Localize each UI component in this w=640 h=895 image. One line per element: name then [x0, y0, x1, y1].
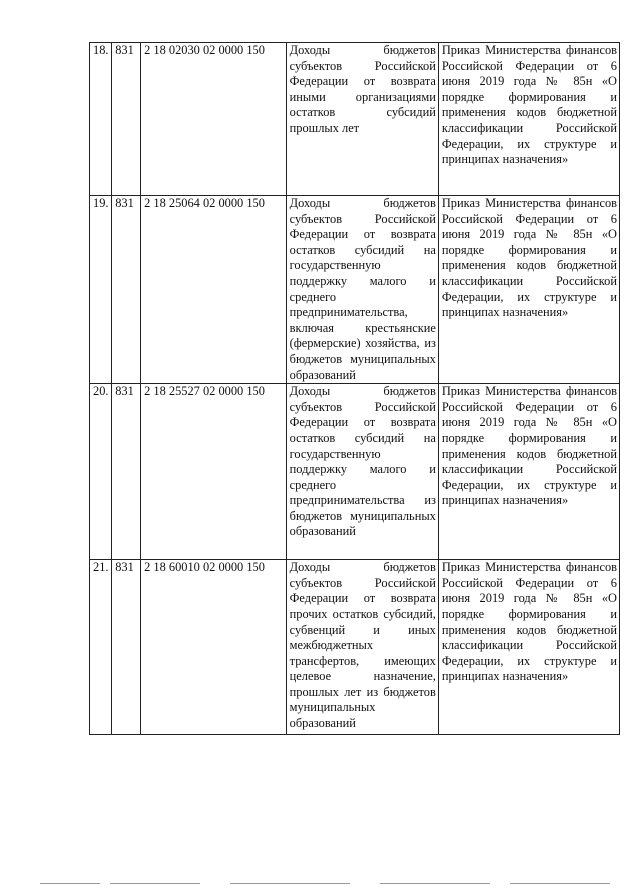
scan-mark [510, 883, 610, 884]
admin-code: 831 [112, 560, 141, 735]
admin-code: 831 [112, 196, 141, 384]
row-number: 20. [90, 384, 112, 560]
admin-code: 831 [112, 43, 141, 196]
revenue-name: Доходы бюджетов субъектов Российской Федерации от возврата остатков субсидий на государственную поддержку малого и среднего предпринимательства, включая крестьянские (фермерские) хозяйства, из бюджетов муниципальных образований [286, 196, 438, 384]
legal-act: Приказ Министерства финансов Российской Федерации от 6 июня 2019 года № 85н «О порядке формирования и применения кодов бюджетной классификации Российской Федерации, их структуре и принципах назначения» [438, 560, 619, 735]
table-row [90, 384, 620, 560]
kbk-code: 2 18 02030 02 0000 150 [141, 43, 287, 196]
row-number: 18. [90, 43, 112, 196]
legal-act: Приказ Министерства финансов Российской Федерации от 6 июня 2019 года № 85н «О порядке формирования и применения кодов бюджетной классификации Российской Федерации, их структуре и принципах назначения» [438, 196, 619, 384]
legal-act: Приказ Министерства финансов Российской Федерации от 6 июня 2019 года № 85н «О порядке формирования и применения кодов бюджетной классификации Российской Федерации, их структуре и принципах назначения» [438, 43, 619, 196]
revenue-codes-table [89, 42, 620, 735]
legal-act: Приказ Министерства финансов Российской Федерации от 6 июня 2019 года № 85н «О порядке формирования и применения кодов бюджетной классификации Российской Федерации, их структуре и принципах назначения» [438, 384, 619, 560]
table-row [90, 43, 620, 196]
scan-mark [380, 883, 490, 884]
table-row [90, 196, 620, 384]
row-number: 19. [90, 196, 112, 384]
scan-mark [40, 883, 100, 884]
revenue-name: Доходы бюджетов субъектов Российской Федерации от возврата остатков субсидий на государственную поддержку малого и среднего предпринимательства из бюджетов муниципальных образований [286, 384, 438, 560]
admin-code: 831 [112, 384, 141, 560]
scan-edge-marks [0, 880, 640, 886]
revenue-name: Доходы бюджетов субъектов Российской Федерации от возврата прочих остатков субсидий, субвенций и иных межбюджетных трансфертов, имеющих целевое назначение, прошлых лет из бюджетов муниципальных образований [286, 560, 438, 735]
kbk-code: 2 18 25064 02 0000 150 [141, 196, 287, 384]
table-row [90, 560, 620, 735]
row-number: 21. [90, 560, 112, 735]
kbk-code: 2 18 25527 02 0000 150 [141, 384, 287, 560]
scan-mark [110, 883, 200, 884]
scan-mark [230, 883, 350, 884]
kbk-code: 2 18 60010 02 0000 150 [141, 560, 287, 735]
revenue-name: Доходы бюджетов субъектов Российской Федерации от возврата иными организациями остатков субсидий прошлых лет [286, 43, 438, 196]
